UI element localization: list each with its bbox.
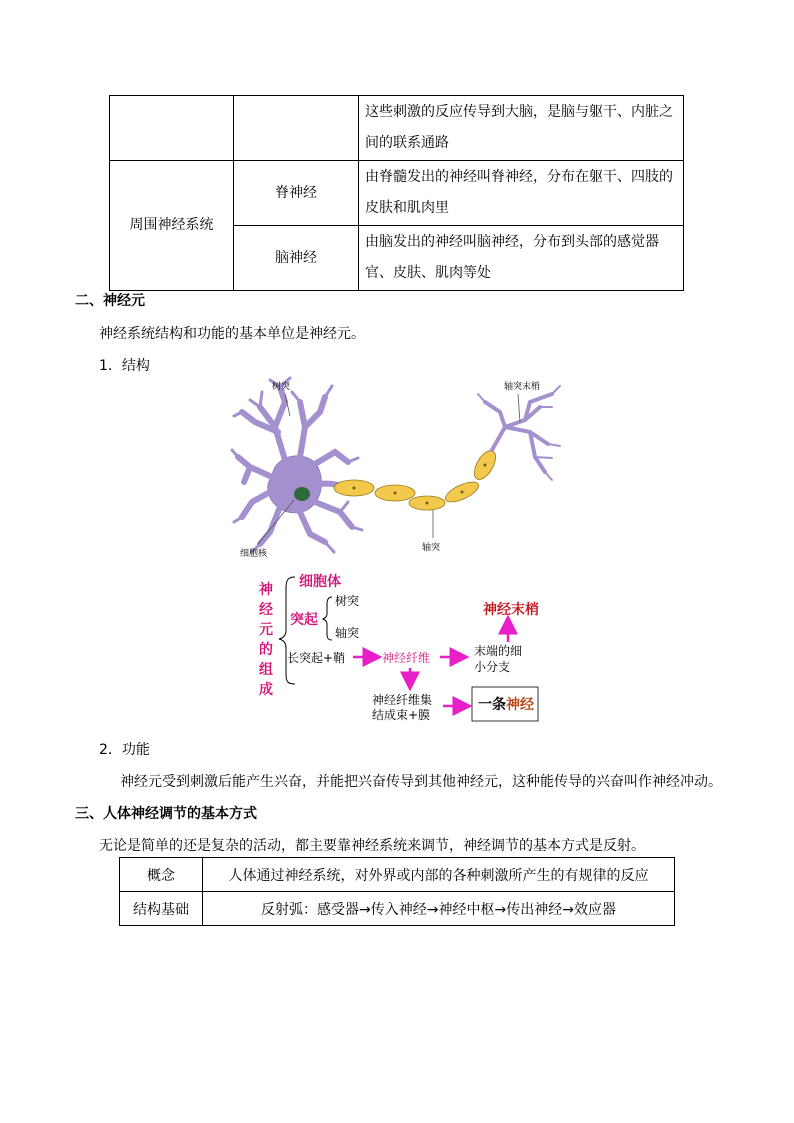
table-cell: [110, 96, 234, 161]
nerve-fiber-label: 神经纤维: [382, 651, 431, 665]
subsection-structure: 1．结构: [99, 358, 150, 374]
function-text: 神经元受到刺激后能产生兴奋，并能把兴奋传导到其他神经元，这种能传导的兴奋叫作神经冲动。: [120, 774, 722, 790]
vertical-title: [259, 581, 273, 698]
table-cell: 由脑发出的神经叫脑神经，分布到头部的感觉器官、皮肤、肌肉等处: [359, 226, 684, 291]
label-dendrite: 树突: [272, 382, 291, 392]
dendrite-label: 树突: [335, 594, 360, 608]
table-cell: 这些刺激的反应传导到大脑，是脑与躯干、内脏之间的联系通路: [359, 96, 684, 161]
table-cell: [234, 96, 359, 161]
section-intro: 神经系统结构和功能的基本单位是神经元。: [99, 326, 365, 342]
label-nucleus: 细胞核: [240, 549, 268, 559]
one-nerve-label: 一条神经: [478, 697, 534, 713]
nucleus: [294, 487, 310, 501]
peripheral-nervous-system-cell: 周围神经系统: [110, 161, 234, 291]
table-cell: 由脊髓发出的神经叫脊神经，分布在躯干、四肢的皮肤和肌肉里: [359, 161, 684, 226]
reflex-table: [119, 857, 675, 926]
table-row: [120, 858, 675, 892]
svg-text:神: 神: [259, 582, 273, 598]
long-process-label: 长突起+鞘: [287, 651, 346, 665]
bundle-text-1: 神经纤维集: [372, 693, 433, 707]
branch-text-2: 小分支: [474, 660, 511, 674]
label-axon-terminal: 轴突末梢: [504, 382, 541, 392]
bundle-text-2: 结成束+膜: [372, 708, 431, 722]
axon-label: 轴突: [335, 626, 360, 640]
table-cell-value: 反射弧：感受器→传入神经→神经中枢→传出神经→效应器: [203, 892, 675, 926]
svg-text:元: 元: [259, 622, 273, 638]
spinal-nerve-cell: 脊神经: [234, 161, 359, 226]
table-cell-value: 人体通过神经系统，对外界或内部的各种刺激所产生的有规律的反应: [203, 858, 675, 892]
table-cell-key: 结构基础: [120, 892, 203, 926]
svg-text:的: 的: [259, 642, 273, 658]
label-axon: 轴突: [422, 543, 441, 553]
neuron-illustration: [230, 372, 570, 564]
section-title-regulation: 三、人体神经调节的基本方式: [75, 806, 257, 822]
process-label: 突起: [290, 612, 318, 628]
nerve-ending-label: 神经末梢: [483, 602, 539, 618]
svg-text:成: 成: [259, 682, 273, 698]
branch-text-1: 末端的细: [474, 644, 523, 658]
table-row: [110, 96, 684, 161]
section-intro-regulation: 无论是简单的还是复杂的活动，都主要靠神经系统来调节，神经调节的基本方式是反射。: [99, 838, 645, 854]
cell-body-label: 细胞体: [299, 574, 341, 590]
nervous-system-table: [109, 95, 684, 291]
cranial-nerve-cell: 脑神经: [234, 226, 359, 291]
subsection-function: 2．功能: [99, 742, 150, 758]
table-cell-key: 概念: [120, 858, 203, 892]
neuron-composition-diagram: [250, 570, 550, 725]
table-row: [120, 892, 675, 926]
table-row: [110, 161, 684, 226]
svg-text:经: 经: [259, 602, 273, 618]
svg-text:组: 组: [259, 662, 273, 678]
section-title-neuron: 二、神经元: [75, 293, 145, 309]
